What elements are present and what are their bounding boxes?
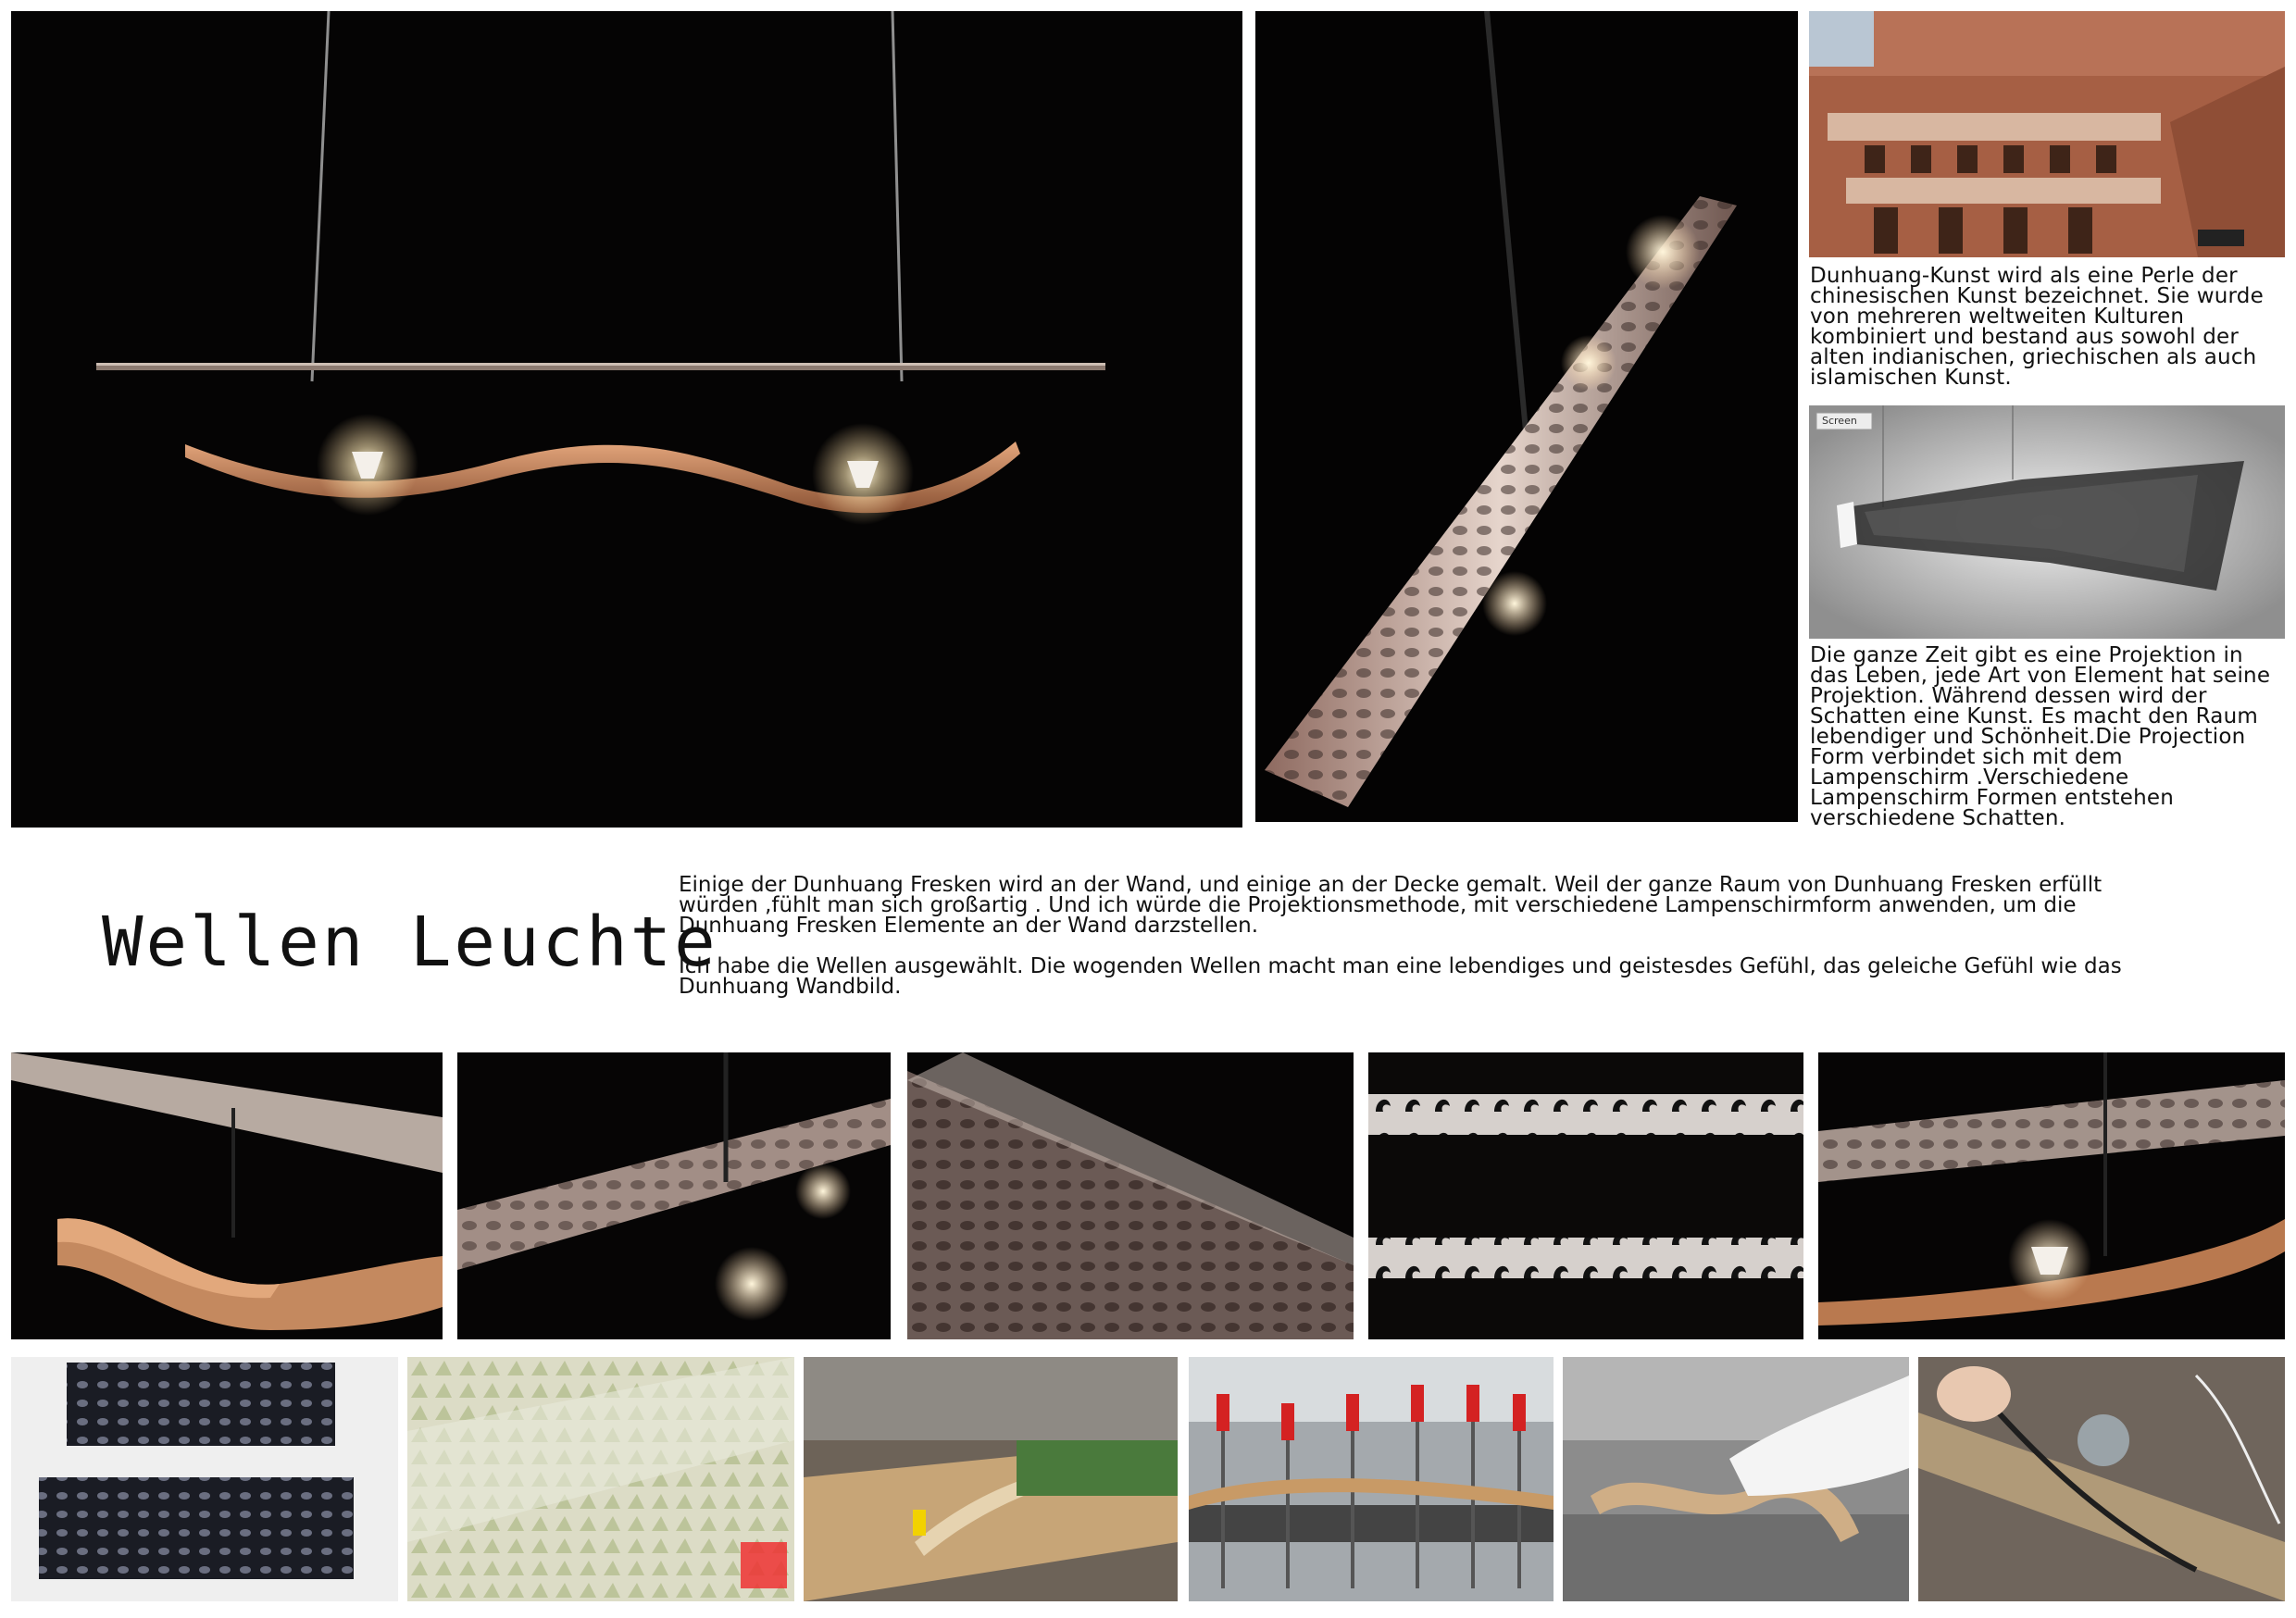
detail-photo-wood-arc bbox=[11, 1052, 443, 1339]
hero-lamp-photo bbox=[11, 11, 1242, 828]
detail-photo-pattern bbox=[907, 1052, 1354, 1339]
page-title: Wellen Leuchte bbox=[102, 902, 718, 982]
detail-photo-cutout bbox=[1368, 1052, 1803, 1339]
process-photo-clamps bbox=[1189, 1357, 1554, 1601]
projection-text: Die ganze Zeit gibt es eine Projektion in das Leben, jede Art von Element hat seine Projektion. Während dessen wird der Schatten eine Kunst. Es macht den Raum lebendiger und Schönheit.Die Projection Form verbindet sich mit dem Lampenschirm .Verschiedene Lampenschirm Formen entstehen verschiedene Schatten. bbox=[1810, 643, 2271, 830]
screen-label: Screen bbox=[1822, 415, 1857, 427]
dunhuang-text: Dunhuang-Kunst wird als eine Perle der chinesischen Kunst bezeichnet. Sie wurde von mehreren weltweiten Kulturen kombiniert und bestand aus sowohl der alten indianischen, griechischen als auch islamischen Kunst. bbox=[1810, 264, 2264, 390]
process-photo-wiring bbox=[1918, 1357, 2285, 1601]
process-photo-workbench bbox=[804, 1357, 1178, 1601]
description-paragraph-1: Einige der Dunhuang Fresken wird an der Wand, und einige an der Decke gemalt. Weil der ganze Raum von Dunhuang Fresken erfüllt würden ,fühlt man sich großartig . Und ich würde die Projektionsmethode, mit verschiedene Lampenschirmform anwenden, um die Dunhuang Fresken Elemente an der Wand darzstellen. bbox=[679, 873, 2103, 938]
description bbox=[679, 875, 2160, 1017]
dunhuang-caves-photo bbox=[1809, 11, 2285, 257]
process-photo-molds bbox=[11, 1357, 398, 1601]
description-paragraph-2: Ich habe die Wellen ausgewählt. Die wogenden Wellen macht man eine lebendiges und geistesdes Gefühl, das geleiche Gefühl wie das Dunhuang Wandbild. bbox=[679, 954, 2122, 999]
lamp-closeup-photo bbox=[1255, 11, 1798, 822]
detail-photo-bar-light bbox=[457, 1052, 891, 1339]
process-photo-shaping bbox=[1563, 1357, 1909, 1601]
process-photo-resin bbox=[407, 1357, 794, 1601]
projection-screenshot bbox=[1809, 405, 2285, 639]
detail-photo-lamp-side bbox=[1818, 1052, 2285, 1339]
